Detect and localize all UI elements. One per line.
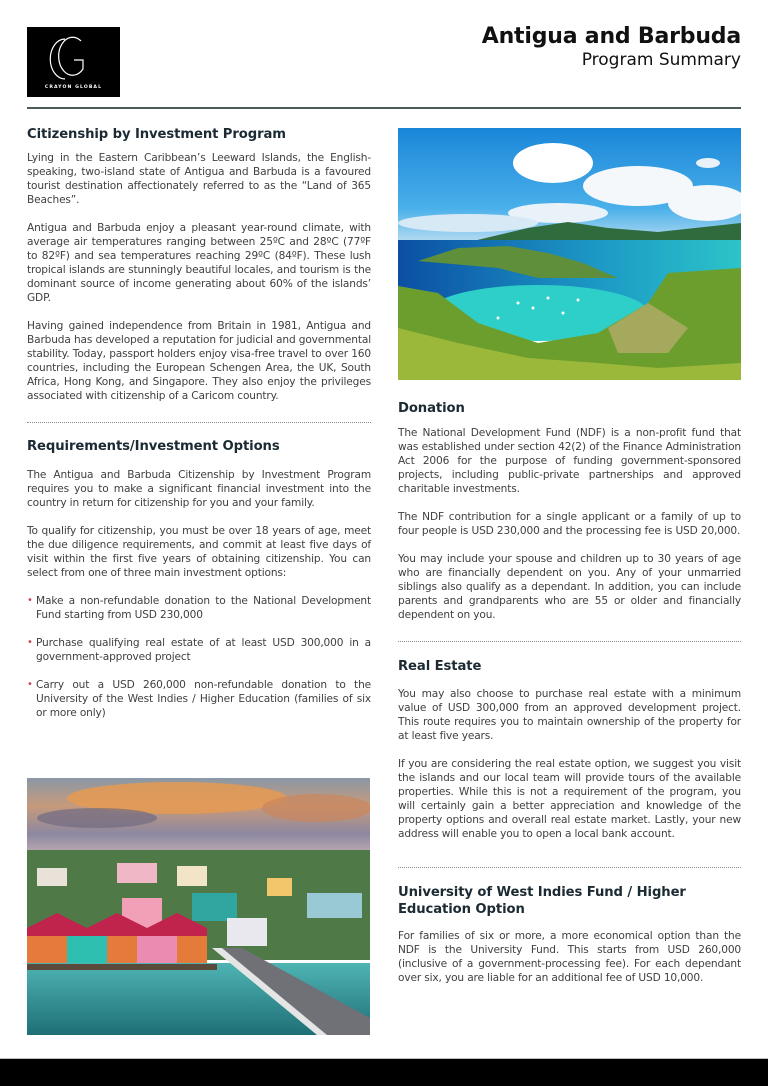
section-cbi-program [27,126,371,403]
section-donation [398,400,741,622]
header-rule [27,107,741,109]
section-heading: University of West Indies Fund / Higher Education Option [398,885,686,917]
paragraph: To qualify for citizenship, you must be over 18 years of age, meet the due diligence requirements, and commit at least five days of visit within the first five years of obtaining citizenship. You can select from one of three main investment options: [27,525,371,579]
paragraph: The National Development Fund (NDF) is a non-profit fund that was established under section 42(2) of the Finance Administration Act 2006 for the purpose of funding government-sponsored projects, including public-private partnerships and approved charitable investments. [398,427,741,495]
paragraph: The Antigua and Barbuda Citizenship by Investment Program requires you to make a significant financial investment into the country in return for citizenship for you and your family. [27,469,371,509]
right-column [398,128,741,985]
section-heading: Donation [398,401,465,416]
english-harbour-photo [398,128,741,380]
paragraph: Lying in the Eastern Caribbean’s Leeward Islands, the English-speaking, two-island state of Antigua and Barbuda is a favoured tourist destination affectionately referred to as the “Land of 365 Beaches”. [27,152,371,206]
section-heading: Real Estate [398,659,482,674]
bullet-icon: • [27,679,33,690]
left-column [27,126,371,720]
paragraph: The NDF contribution for a single applicant or a family of up to four people is USD 230,000 and the processing fee is USD 20,000. [398,511,741,537]
list-item-text: Make a non-refundable donation to the National Development Fund starting from USD 230,000 [36,595,371,621]
logo-brand-text: CRAYON GLOBAL [44,85,103,90]
list-item-text: Carry out a USD 260,000 non-refundable donation to the University of the West Indies / Higher Education (families of six or more only) [36,679,371,719]
paragraph: You may include your spouse and children up to 30 years of age who are financially dependent on you. Any of your unmarried siblings also qualify as a dependant. In addition, you can include parents and grandparents who are 55 or older and financially dependent on you. [398,553,741,621]
dotted-divider [398,867,741,868]
paragraph: If you are considering the real estate option, we suggest you visit the islands and our local team will provide tours of the available properties. While this is not a requirement of the program, you will certainly gain a better appreciation and knowledge of the property options and overall real estate market. Lastly, your new address will enable you to open a local bank account. [398,758,741,840]
dotted-divider [398,641,741,642]
section-real-estate [398,658,741,841]
bullet-icon: • [27,637,33,648]
section-heading: Citizenship by Investment Program [27,127,286,142]
title-block [482,24,741,70]
harbour-town-photo [27,778,370,1035]
page-subtitle: Program Summary [581,50,741,70]
section-heading: Requirements/Investment Options [27,439,280,454]
page-title: Antigua and Barbuda [481,24,741,49]
list-item [27,636,371,664]
paragraph: For families of six or more, a more economical option than the NDF is the University Fund. This starts from USD 260,000 (inclusive of a government-processing fee). For each dependant over six, you are liable for an additional fee of USD 10,000. [398,930,741,984]
section-requirements [27,438,371,720]
investment-options-list [27,594,371,720]
crayon-global-logo [27,27,120,97]
bullet-icon: • [27,595,33,606]
paragraph: Having gained independence from Britain in 1981, Antigua and Barbuda has developed a reputation for judicial and governmental stability. Today, passport holders enjoy visa-free travel to over 160 countries, including the European Schengen Area, the UK, South Africa, Hong Kong, and Singapore. They also enjoy the privileges associated with citizenship of a Caricom country. [27,320,371,402]
paragraph: Antigua and Barbuda enjoy a pleasant year-round climate, with average air temperatures ranging between 25ºC and 28ºC (77ºF to 82ºF) and sea temperatures reaching 29ºC (84ºF). These lush tropical islands are stunningly beautiful locales, and tourism is the dominant source of income generating about 60% of the islands’ GDP. [27,222,371,304]
footer-bar [0,1058,768,1086]
paragraph: You may also choose to purchase real estate with a minimum value of USD 300,000 from an approved development project. This route requires you to maintain ownership of the property for at least five years. [398,688,741,742]
dotted-divider [27,422,371,423]
section-university-fund [398,884,741,985]
list-item [27,594,371,622]
list-item-text: Purchase qualifying real estate of at least USD 300,000 in a government-approved project [36,637,371,663]
list-item [27,678,371,720]
